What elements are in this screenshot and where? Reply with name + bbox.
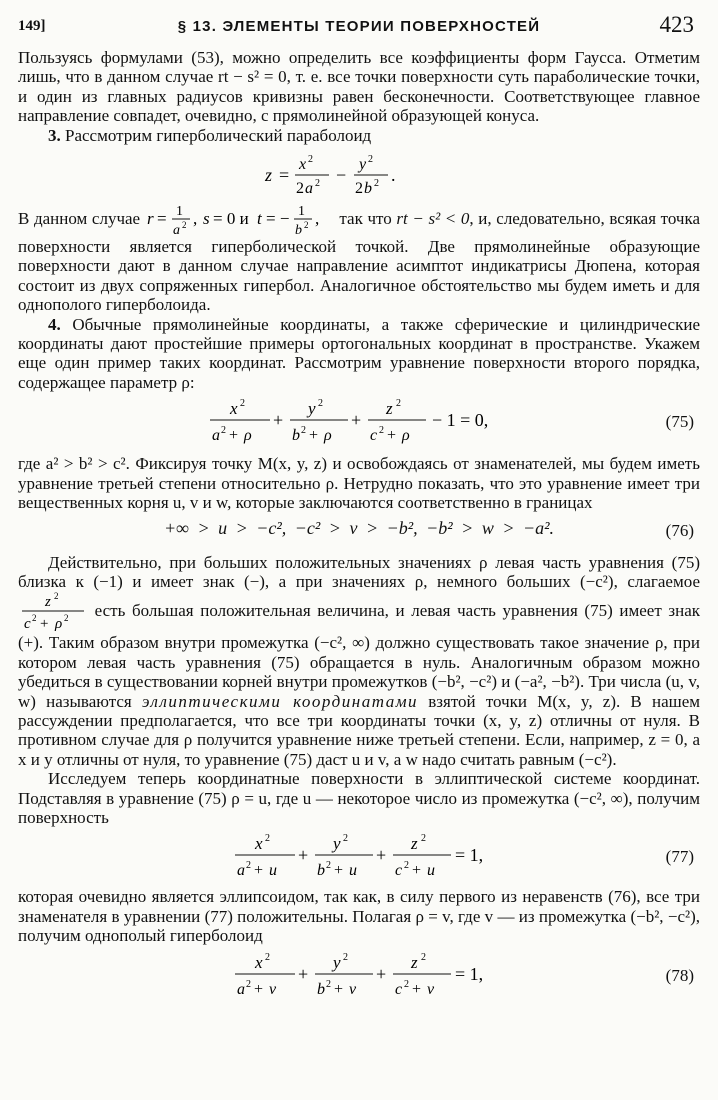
svg-text:a: a [237, 980, 245, 998]
svg-text:c: c [24, 616, 31, 633]
equation-77-label: (77) [665, 847, 694, 867]
svg-text:c: c [395, 862, 403, 880]
svg-text:b: b [364, 180, 372, 198]
page-number: 423 [659, 12, 694, 37]
svg-text:ρ: ρ [402, 427, 410, 445]
svg-text:2: 2 [240, 398, 245, 410]
paragraph-3-mid: так что [339, 208, 392, 228]
svg-text:x: x [255, 952, 263, 972]
paragraph-3-rest: и, следовательно, всякая точка поверхности является гиперболической точкой. Две прямолинейные образующие поверхности дают в данном случае направление асимптот индикатрисы Дюпена, которая состоит из двух сопряженных гипербол. Аналогичное обстоятельство мы будем иметь и для однополого гиперболоида. [18, 208, 701, 315]
equation-78-label: (78) [665, 965, 694, 985]
svg-text:2: 2 [404, 860, 409, 872]
svg-text:b: b [317, 980, 325, 998]
equation-77-render [229, 827, 489, 885]
svg-text:2: 2 [303, 220, 309, 231]
svg-text:= −: = − [265, 209, 290, 229]
svg-text:c: c [395, 980, 403, 998]
svg-text:b: b [292, 427, 300, 445]
svg-text:2: 2 [246, 978, 251, 990]
equation-75-label: (75) [665, 412, 694, 432]
svg-text:+: + [376, 963, 387, 984]
svg-text:2: 2 [404, 978, 409, 990]
svg-text:2: 2 [301, 425, 306, 437]
svg-text:2: 2 [326, 978, 331, 990]
svg-text:x: x [230, 399, 238, 419]
svg-text:2: 2 [374, 178, 379, 190]
paragraph-6-part-c: взятой точки M(x, y, z). В нашем рассуждении предполагается, что все три координаты точки (x, y, z) отличны от нуля. В противном случае для ρ получится уравнение ниже третьей степени. Если, например, z = 0, а x и y отличны от нуля, то уравнение (75) даст u и v, а w надо считать равным (−c²). [18, 691, 701, 769]
paragraph-8: которая очевидно является эллипсоидом, так как, в силу первого из неравенств (76), все три знаменателя в уравнении (77) положительны. Полагая ρ = v, где v — из промежутка (−b², −c²), получим однополый гиперболоид [18, 887, 700, 946]
svg-text:2: 2 [296, 180, 304, 198]
svg-text:t: t [256, 209, 262, 229]
svg-text:+: + [309, 427, 319, 445]
paragraph-6-part-b: есть большая положительная величина, и левая часть уравнения (75) имеет знак (+). Таким образом внутри промежутка (−c², ∞) должно существовать такое значение ρ, при котором левая часть уравнения (75) обращается в нуль. Аналогичным образом можно убедиться в существовании корней внутри промежутков (−b², −c²) и (−a², −b²). Три числа (u, v, w) называются [18, 601, 700, 711]
svg-text:v: v [269, 980, 277, 998]
svg-text:x: x [255, 834, 263, 854]
svg-text:z: z [265, 165, 273, 186]
svg-text:+: + [298, 963, 309, 984]
svg-text:2: 2 [54, 591, 59, 602]
svg-text:2: 2 [318, 398, 323, 410]
page-body [18, 48, 700, 1006]
svg-text:z: z [386, 399, 393, 419]
svg-text:+: + [334, 980, 344, 998]
svg-text:u: u [427, 862, 435, 880]
svg-text:2: 2 [379, 425, 384, 437]
header-title: § 13. ЭЛЕМЕНТЫ ТЕОРИИ ПОВЕРХНОСТЕЙ [177, 18, 541, 35]
equation-76 [18, 513, 700, 553]
svg-text:2: 2 [308, 154, 313, 166]
svg-text:y: y [333, 834, 341, 854]
item-number-4: 4. [48, 314, 61, 334]
term-elliptic-coordinates: эллиптическими координатами [141, 691, 419, 711]
svg-text:ρ: ρ [55, 616, 63, 633]
svg-text:+: + [412, 862, 422, 880]
paragraph-2 [18, 126, 700, 145]
svg-text:a: a [305, 180, 313, 198]
svg-text:,: , [314, 209, 319, 229]
svg-text:c: c [370, 427, 378, 445]
svg-text:2: 2 [32, 613, 37, 624]
svg-text:+: + [376, 845, 387, 866]
paragraph-4-text: Обычные прямолинейные координаты, а также сферические и цилиндрические координаты дают простейшие примеры ортогональных координат в пространстве. Укажем еще один пример таких координат. Рассмотрим уравнение поверхности второго порядка, содержащее параметр ρ: [18, 314, 701, 392]
paragraph-6 [18, 553, 700, 770]
svg-text:2: 2 [355, 180, 363, 198]
svg-text:2: 2 [396, 398, 401, 410]
svg-text:ρ: ρ [324, 427, 332, 445]
section-ref: 149] [18, 18, 46, 34]
svg-text:2: 2 [64, 613, 69, 624]
svg-text:−: − [336, 165, 347, 186]
svg-text:+: + [229, 427, 239, 445]
svg-text:2: 2 [368, 154, 373, 166]
svg-text:b: b [294, 223, 302, 238]
svg-text:+: + [40, 616, 49, 633]
equation-paraboloid-render [259, 151, 459, 201]
svg-text:x: x [299, 156, 307, 174]
svg-text:+: + [254, 862, 264, 880]
svg-text:2: 2 [326, 860, 331, 872]
item-number-3: 3. [48, 125, 61, 145]
svg-text:v: v [427, 980, 435, 998]
equation-77 [18, 827, 700, 887]
svg-text:z: z [45, 594, 51, 611]
svg-text:z: z [411, 834, 418, 854]
svg-text:= 0 и: = 0 и [212, 209, 249, 229]
svg-text:y: y [359, 156, 367, 174]
paragraph-5: где a² > b² > c². Фиксируя точку M(x, y, z) и освобождаясь от знаменателей, мы будем иметь уравнение третьей степени относительно ρ. Нетрудно показать, что это уравнение имеет три вещественных корня u, v и w, которые заключаются соответственно в границах [18, 454, 700, 513]
equation-78 [18, 946, 700, 1006]
svg-text:2: 2 [265, 833, 270, 845]
svg-text:a: a [172, 223, 180, 238]
svg-text:+: + [298, 845, 309, 866]
equation-75 [18, 392, 700, 454]
running-header [18, 12, 700, 38]
svg-text:v: v [349, 980, 357, 998]
svg-text:1: 1 [175, 204, 183, 220]
svg-text:=: = [156, 209, 167, 229]
svg-text:+: + [254, 980, 264, 998]
equation-76-label: (76) [665, 520, 694, 540]
svg-text:r: r [146, 209, 154, 229]
svg-text:u: u [349, 862, 357, 880]
svg-text:1: 1 [297, 204, 305, 220]
svg-text:a: a [212, 427, 220, 445]
paragraph-3-lead: В данном случае [18, 208, 141, 228]
svg-text:+: + [334, 862, 344, 880]
svg-text:,: , [192, 209, 197, 229]
paragraph-1: Пользуясь формулами (53), можно определить все коэффициенты форм Гаусса. Отметим лишь, что в данном случае rt − s² = 0, т. е. все точки поверхности суть параболические точки, и один из главных радиусов кривизны равен бесконечности. Соответствующее главное направление совпадет, очевидно, с прямолинейной образующей конуса. [18, 48, 700, 126]
svg-text:− 1 = 0,: − 1 = 0, [432, 410, 489, 431]
svg-text:= 1,: = 1, [455, 963, 484, 984]
equation-75-render [204, 392, 514, 452]
paragraph-3: В данном случае r = 1 a 2 , s = 0 и t = − 1 b 2 , так что rt − s² < 0, и, следовательно, всякая точка поверхности является гиперболической точкой. Две прямолинейные образующие поверхности дают в данном случае направление асимптот индикатрисы Дюпена, которая состоит из двух сопряженных гипербол. Аналогичное обстоятельство мы будем иметь и для однополого гиперболоида. [18, 204, 701, 315]
svg-text:2: 2 [181, 220, 187, 231]
paragraph-2-text: Рассмотрим гиперболический параболоид [65, 125, 372, 145]
equation-paraboloid [18, 145, 700, 203]
equation-76-text: +∞ > u > −c², −c² > v > −b², −b² > w > −a². [163, 517, 555, 538]
svg-text:2: 2 [221, 425, 226, 437]
svg-text:2: 2 [265, 951, 270, 963]
svg-text:y: y [333, 952, 341, 972]
equation-78-render [229, 946, 489, 1004]
svg-text:u: u [269, 862, 277, 880]
paragraph-4 [18, 315, 700, 393]
svg-text:y: y [308, 399, 316, 419]
svg-text:2: 2 [421, 833, 426, 845]
svg-text:2: 2 [315, 178, 320, 190]
equation-term-z2 [18, 591, 88, 633]
inequality-rt-s2: rt − s² < 0 [396, 208, 470, 228]
svg-text:= 1,: = 1, [455, 845, 484, 866]
svg-text:+: + [273, 410, 284, 431]
svg-text:z: z [411, 952, 418, 972]
paragraph-7: Исследуем теперь координатные поверхности в эллиптической системе координат. Подставляя в уравнение (75) ρ = u, где u — некоторое число из промежутка (−c², ∞), получим поверхность [18, 769, 700, 827]
paragraph-6-part-a: Действительно, при больших положительных значениях ρ левая часть уравнения (75) близка к (−1) и имеет знак (−), а при значениях ρ, немного больших (−c²), слагаемое [18, 552, 700, 591]
svg-text:+: + [351, 410, 362, 431]
svg-text:+: + [412, 980, 422, 998]
svg-text:+: + [387, 427, 397, 445]
svg-text:2: 2 [343, 833, 348, 845]
svg-text:b: b [317, 862, 325, 880]
svg-text:2: 2 [343, 951, 348, 963]
svg-text:a: a [237, 862, 245, 880]
svg-text:s: s [202, 209, 210, 229]
svg-text:2: 2 [246, 860, 251, 872]
svg-text:=: = [279, 165, 290, 186]
equation-rst [145, 203, 335, 237]
svg-text:2: 2 [421, 951, 426, 963]
svg-text:.: . [391, 165, 396, 186]
svg-text:ρ: ρ [244, 427, 252, 445]
